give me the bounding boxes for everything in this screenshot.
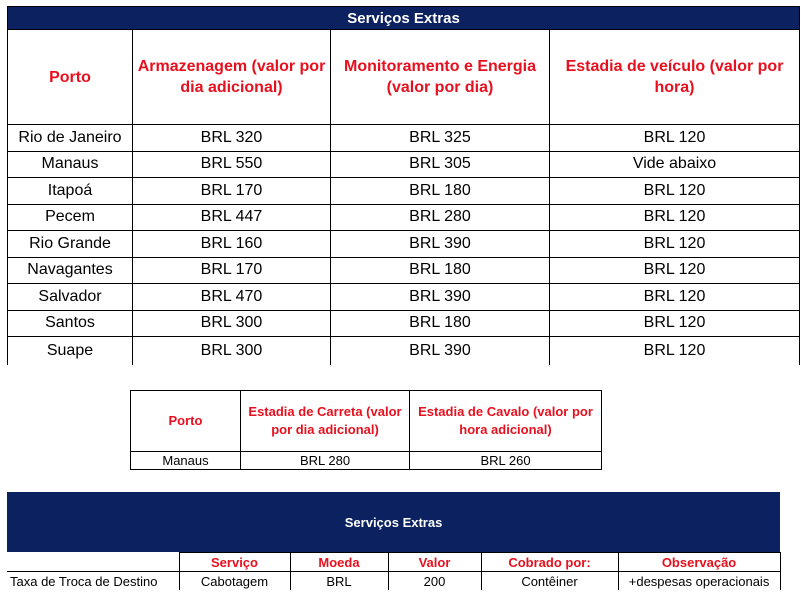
column-header-observacao: Observação: [618, 553, 780, 572]
cell-armazenagem: BRL 320: [133, 125, 331, 152]
column-header-carreta: Estadia de Carreta (valor por dia adicional): [241, 391, 410, 452]
cell-servico: Cabotagem: [179, 572, 290, 591]
cell-estadia: BRL 120: [550, 337, 800, 366]
column-header-armazenagem: Armazenagem (valor por dia adicional): [133, 30, 331, 125]
cell-porto: Manaus: [131, 452, 241, 470]
cell-armazenagem: BRL 170: [133, 257, 331, 284]
cell-porto: Rio Grande: [8, 231, 133, 258]
cell-observacao: +despesas operacionais: [618, 572, 780, 591]
cell-monitoramento: BRL 180: [331, 257, 550, 284]
table-row: [8, 125, 800, 152]
cell-armazenagem: BRL 300: [133, 337, 331, 366]
cell-porto: Pecem: [8, 204, 133, 231]
cell-monitoramento: BRL 180: [331, 310, 550, 337]
table-row: [8, 284, 800, 311]
cell-porto: Itapoá: [8, 178, 133, 205]
column-header-moeda: Moeda: [290, 553, 388, 572]
column-header-porto: Porto: [131, 391, 241, 452]
manaus-vehicle-stay-table: [130, 390, 602, 470]
table-row: [8, 257, 800, 284]
cell-descricao: Taxa de Troca de Destino: [7, 572, 179, 591]
blank-header: [7, 553, 179, 572]
table-row: [8, 204, 800, 231]
cell-monitoramento: BRL 390: [331, 337, 550, 366]
column-header-cobrado: Cobrado por:: [481, 553, 618, 572]
cell-armazenagem: BRL 170: [133, 178, 331, 205]
cell-estadia: BRL 120: [550, 257, 800, 284]
table-title: Serviços Extras: [8, 7, 800, 30]
cell-cavalo: BRL 260: [410, 452, 602, 470]
table-row: [8, 151, 800, 178]
cell-armazenagem: BRL 300: [133, 310, 331, 337]
cell-porto: Navagantes: [8, 257, 133, 284]
cell-monitoramento: BRL 280: [331, 204, 550, 231]
column-header-cavalo: Estadia de Cavalo (valor por hora adicional): [410, 391, 602, 452]
cell-porto: Rio de Janeiro: [8, 125, 133, 152]
cell-monitoramento: BRL 325: [331, 125, 550, 152]
cell-armazenagem: BRL 550: [133, 151, 331, 178]
table-title: Serviços Extras: [7, 492, 780, 553]
table-row: [7, 572, 780, 591]
cell-monitoramento: BRL 180: [331, 178, 550, 205]
extra-services-table: [7, 6, 800, 365]
cell-armazenagem: BRL 447: [133, 204, 331, 231]
table-row: [8, 310, 800, 337]
cell-porto: Santos: [8, 310, 133, 337]
cell-moeda: BRL: [290, 572, 388, 591]
cell-porto: Manaus: [8, 151, 133, 178]
cell-estadia: BRL 120: [550, 310, 800, 337]
cell-porto: Suape: [8, 337, 133, 366]
cell-estadia: BRL 120: [550, 178, 800, 205]
cell-estadia: BRL 120: [550, 204, 800, 231]
cell-estadia: BRL 120: [550, 284, 800, 311]
cell-monitoramento: BRL 390: [331, 284, 550, 311]
cell-carreta: BRL 280: [241, 452, 410, 470]
destination-change-fee-table: [7, 492, 781, 590]
cell-estadia: BRL 120: [550, 231, 800, 258]
cell-porto: Salvador: [8, 284, 133, 311]
table-row: [131, 452, 602, 470]
column-header-estadia: Estadia de veículo (valor por hora): [550, 30, 800, 125]
table-row: [8, 178, 800, 205]
column-header-servico: Serviço: [179, 553, 290, 572]
cell-cobrado: Contêiner: [481, 572, 618, 591]
cell-estadia: Vide abaixo: [550, 151, 800, 178]
cell-armazenagem: BRL 470: [133, 284, 331, 311]
cell-monitoramento: BRL 390: [331, 231, 550, 258]
column-header-monitoramento: Monitoramento e Energia (valor por dia): [331, 30, 550, 125]
column-header-porto: Porto: [8, 30, 133, 125]
table-row: [8, 231, 800, 258]
cell-valor: 200: [388, 572, 481, 591]
table-row: [8, 337, 800, 366]
cell-estadia: BRL 120: [550, 125, 800, 152]
cell-monitoramento: BRL 305: [331, 151, 550, 178]
cell-armazenagem: BRL 160: [133, 231, 331, 258]
column-header-valor: Valor: [388, 553, 481, 572]
